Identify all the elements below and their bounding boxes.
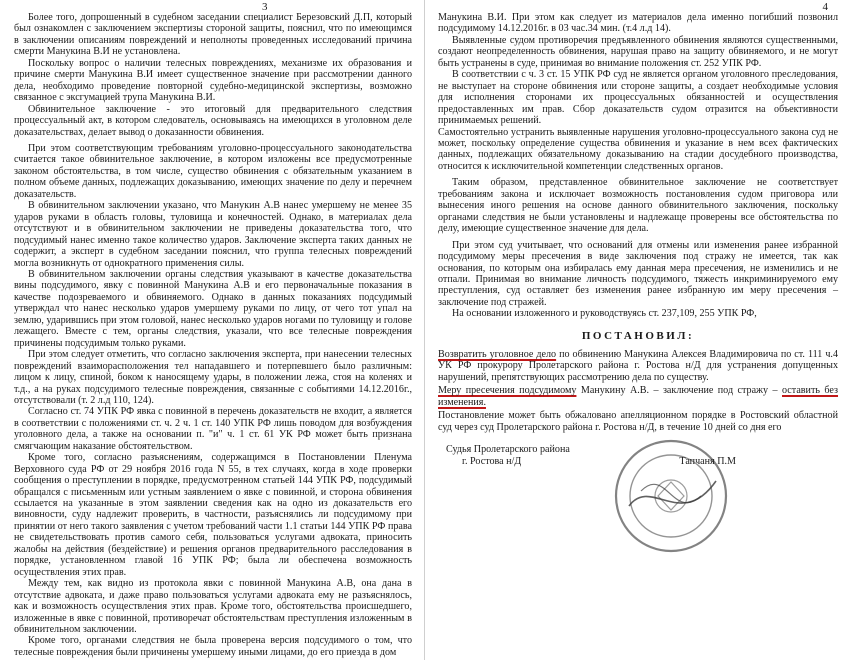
- paragraph: Более того, допрошенный в судебном заседании специалист Березовский Д.П, который был ознакомлен с заключением экспертизы стороной защиты, пояснил, что по имеющимся в заключении описаниям повреждений и неполноты проведенных исследований причина смерти Манукина В.И не установлена.: [14, 12, 412, 58]
- paragraph: Между тем, как видно из протокола явки с повинной Манукина А.В, она дана в отсутствие адвоката, и даже право пользоваться услугами адвоката ему не разъяснялось, как и возможность осуществления этих прав. Кроме того, обстоятельства происшедшего, изложенные в явке с повинной, противоречат обстоятельствам преступления изложенным в обвинительном заключении.: [14, 578, 412, 636]
- signature-block: [446, 444, 826, 468]
- paragraph: При этом соответствующим требованиям уголовно-процессуального законодательства считается такое обвинительное заключение, в котором изложены все предусмотренные законом обстоятельства, в том числе, существо обвинения с обязательным указанием в полном объеме данных, подлежащих доказыванию, имеющих значение по делу и перечнем доказательств.: [14, 142, 412, 200]
- judge-name: Тапчаня П.М: [679, 456, 736, 467]
- resolution-text: по обвинению Манукина Алексея Владимировича по ст. 111 ч.4 УК РФ прокурору Пролетарского района г. Ростова н/Д для устранения допущенных нарушений, препятствующих рассмотрению дела по существу.: [438, 348, 838, 383]
- page-number: 4: [822, 1, 828, 13]
- underlined-phrase: Возвратить уголовное дело: [438, 348, 557, 360]
- paragraph: При этом следует отметить, что согласно заключения эксперта, при нанесении телесных повреждений взаиморасположения тел нападавшего и потерпевшего было различным: лицом к лицу, спиной, боком к наносящему удары, в положении лежа, стоя на коленях и т.д., а на руках подсудимого телесные повреждения, связанные с событиями 14.12.2016г., отсутствовали (т. 2 л.д 110, 124).: [14, 349, 412, 406]
- paragraph: Кроме того, органами следствия не была проверена версия подсудимого о том, что телесные повреждения были причинены умершему иными лицами, до его приезда в дом: [14, 635, 412, 658]
- resolution-heading: ПОСТАНОВИЛ:: [581, 329, 695, 342]
- paragraph: В обвинительном заключении указано, что Манукин А.В нанес умершему не менее 35 ударов руками в область головы, туловища и конечностей. Однако, в материалах дела отсутствуют и в обвинительном заключении не приведены доказательства того, что подсудимый нанес именно такое количество ударов. Заключение эксперта таких данных не содержит, а эксперт в судебном заседании пояснил, что группа телесных повреждений могла возникнуть от однократного применения силы.: [14, 200, 412, 269]
- page-number: 3: [262, 1, 268, 13]
- paragraph: Кроме того, согласно разъяснениям, содержащимся в Постановлении Пленума Верховного суда РФ от 29 ноября 2016 года N 55, в тех случаях, когда в ходе проверки сообщения о преступлении в порядке, предусмотренном статьей 144 УПК РФ, подсудимый обращался с письменным или устным заявлением о явке с повинной, и сторона обвинения ссылается на указанные в этом заявлении сведения как на одно из доказательств его виновности, суду надлежит проверить, в частности, разъяснялись ли подсудимому при принятии от него такого заявления с учетом требований части 1.1 статьи 144 УПК РФ права не свидетельствовать против самого себя, пользоваться услугами адвоката, приносить жалобы на действия (бездействие) и решения органов предварительного расследования в порядке, установленном главой 16 УПК РФ; была ли обеспечена возможность осуществления этих прав.: [14, 452, 412, 578]
- resolution-item-custody: [438, 385, 838, 408]
- court-city: г. Ростова н/Д: [462, 456, 522, 467]
- document-page-right: [426, 0, 850, 660]
- paragraph: Манукина В.И. При этом как следует из материалов дела именно погибший позвонил подсудимому 14.12.2016г. в 03 час.34 мин. (т.4 л.д 14).: [438, 12, 838, 35]
- paragraph: В соответствии с ч. 3 ст. 15 УПК РФ суд не является органом уголовного преследования, не выступает на стороне обвинения или стороне защиты, а создает необходимые условия для исполнения сторонами их процессуальных обязанностей и осуществления предоставленных им прав. Сбор доказательств судом отразится на объективности принимаемых решений.: [438, 69, 838, 127]
- resolution-item-return-case: [438, 349, 838, 383]
- signature-row: [446, 456, 826, 468]
- paragraph: Согласно ст. 74 УПК РФ явка с повинной в перечень доказательств не входит, а является в соответствии с положениями ст. ч. 2 ч. 1 ст. 140 УПК РФ лишь поводом для возбуждения уголовного дела, а также на основании п. "и" ч. 1 ст. 61 УК РФ может быть признана смягчающим наказание обстоятельством.: [14, 406, 412, 452]
- paragraph: При этом суд учитывает, что оснований для отмены или изменения ранее избранной подсудимому меры пресечения в виде заключения под стражу не имеется, так как основания, по которым она избиралась ему данная мера пресечения, не изменились и не отпали. Принимая во внимание личность подсудимого, тяжесть инкриминируемого ему преступления, суд оставляет без изменения ранее избранную им меру пресечения – заключение под стражей.: [438, 239, 838, 308]
- judge-title: Судья Пролетарского района: [446, 444, 570, 455]
- paragraph: Выявленные судом противоречия предъявленного обвинения являются существенными, создают неопределенность обвинения, нарушая право на защиту обвиняемого, и не могут быть устранены в суде, принимая во внимание положения ст. 252 УПК РФ.: [438, 34, 838, 69]
- resolution-item-appeal: Постановление может быть обжаловано апелляционном порядке в Ростовский областной суд через суд Пролетарского района г. Ростова н/Д, в течение 10 дней со дня его: [438, 410, 838, 433]
- underlined-phrase: Меру пресечения подсудимому: [438, 385, 577, 397]
- paragraph: На основании изложенного и руководствуясь ст. 237,109, 255 УПК РФ,: [452, 308, 757, 320]
- signature-row: [446, 444, 826, 456]
- paragraph: Таким образом, представленное обвинительное заключение не соответствует требованиям закона и исключает возможность постановления судом приговора или вынесения иного решения на основе данного обвинительного заключения, поскольку органами следствия не были установлены и надлежаще проверены все обстоятельства по делу, имеющие существенное значение для дела.: [438, 177, 838, 235]
- paragraph: Обвинительное заключение - это итоговый для предварительного следствия процессуальный акт, в котором следователь, основываясь на имеющихся в уголовном деле доказательствах, делает вывод о доказанности обвинения.: [14, 103, 412, 138]
- underlined-phrase: оставить без изменения.: [438, 385, 839, 408]
- paragraph: В обвинительном заключении органы следствия указывают в качестве доказательства вины подсудимого, явку с повинной Манукина А.В и его первоначальные показания в качестве подозреваемого и обвиняемого. Однако в данных показаниях подсудимый утверждал что нанес несколько ударов умершему руками по лицу, от чего тот упал на землю, ударившись при этом головой, нанес несколько ударов ногами по туловищу и голове лежащего. Вместе с тем, органы следствия, указали, что все телесные повреждения причинены подсудимым только руками.: [14, 268, 412, 349]
- paragraph: Поскольку вопрос о наличии телесных повреждениях, механизме их образования и причине смерти Манукина В.И имеет существенное значение при рассмотрении данного дела, необходимо проведение повторной судебно-медицинской экспертизы, возможно связанное с эксгумацией трупа Манукина В.И.: [14, 57, 412, 104]
- paragraph: Самостоятельно устранить выявленные нарушения уголовно-процессуального закона суд не может, поскольку определение существа обвинения и указание в нем всех фактических данных, подлежащих обязательному доказыванию на стадии досудебного производства, относится к исключительной компетенции следственных органов.: [438, 126, 838, 172]
- resolution-text: Манукину А.В. – заключение под стражу –: [576, 385, 782, 397]
